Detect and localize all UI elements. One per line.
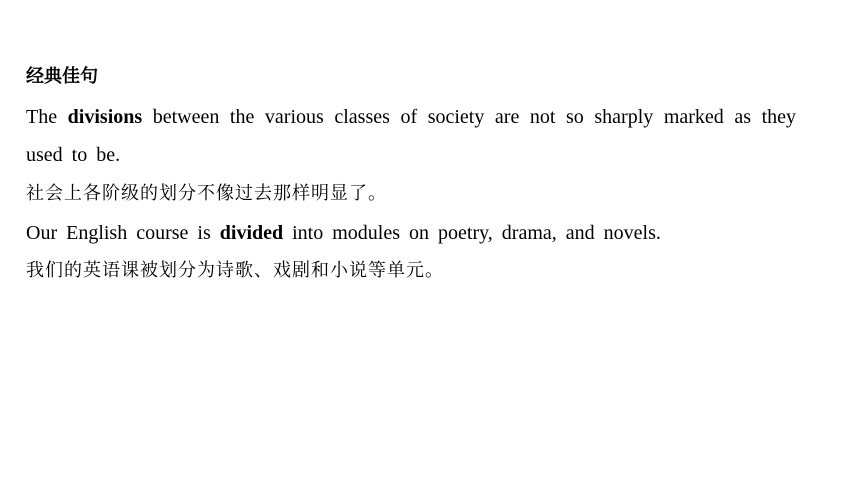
sentence-text: Our English course is xyxy=(26,222,220,244)
example-sentence-english-2 xyxy=(26,214,661,252)
keyword-highlight: divisions xyxy=(67,106,143,128)
sentence-text: into modules on poetry, drama, and novels. xyxy=(283,222,661,244)
sentence-text: The xyxy=(26,106,68,128)
keyword-highlight: divided xyxy=(219,222,284,244)
section-heading: 经典佳句 xyxy=(26,66,98,87)
example-sentence-chinese-2: 我们的英语课被划分为诗歌、戏剧和小说等单元。 xyxy=(26,260,444,281)
example-sentence-chinese-1: 社会上各阶级的划分不像过去那样明显了。 xyxy=(26,183,387,204)
sentence-text: between the various classes of society are not so sharply marked as they used to be. xyxy=(26,106,797,166)
example-sentence-english-1 xyxy=(26,98,796,174)
